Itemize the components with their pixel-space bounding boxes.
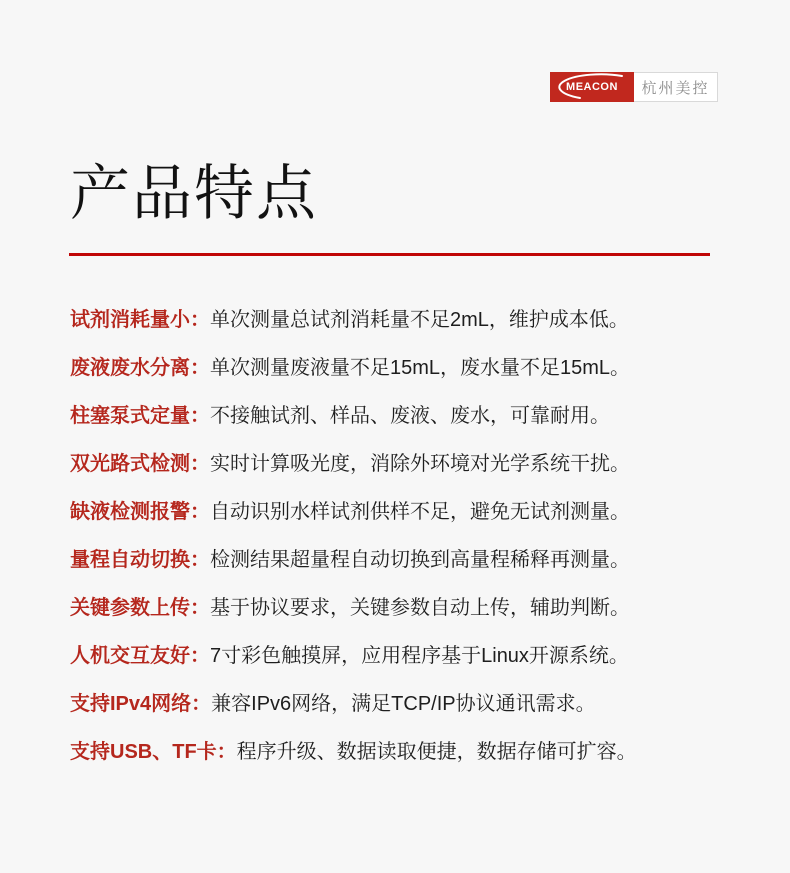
feature-label: 柱塞泵式定量：	[70, 404, 210, 427]
feature-label: 量程自动切换：	[70, 548, 210, 571]
feature-text: 基于协议要求，关键参数自动上传，辅助判断。	[210, 596, 630, 619]
logo-company-text: 杭州美控	[634, 72, 718, 102]
feature-label: 缺液检测报警：	[70, 500, 210, 523]
feature-text: 不接触试剂、样品、废液、废水，可靠耐用。	[210, 404, 610, 427]
feature-row	[70, 389, 730, 437]
feature-label: 试剂消耗量小：	[70, 308, 210, 331]
feature-label: 关键参数上传：	[70, 596, 210, 619]
title-divider	[69, 253, 710, 256]
feature-row	[70, 341, 730, 389]
logo-brand-text: MEACON	[566, 81, 618, 93]
feature-text: 7寸彩色触摸屏，应用程序基于Linux开源系统。	[210, 644, 629, 667]
feature-row	[70, 485, 730, 533]
feature-text: 实时计算吸光度，消除外环境对光学系统干扰。	[210, 452, 630, 475]
feature-text: 程序升级、数据读取便捷，数据存储可扩容。	[236, 740, 637, 763]
brand-logo	[550, 72, 718, 102]
feature-row	[70, 629, 730, 677]
feature-row	[70, 533, 730, 581]
feature-label: 人机交互友好：	[70, 644, 210, 667]
feature-row	[70, 293, 730, 341]
feature-label: 废液废水分离：	[70, 356, 210, 379]
logo-red-block	[550, 72, 634, 102]
feature-text: 单次测量总试剂消耗量不足2mL，维护成本低。	[210, 308, 629, 331]
feature-text: 单次测量废液量不足15mL，废水量不足15mL。	[210, 356, 631, 379]
feature-label: 双光路式检测：	[70, 452, 210, 475]
feature-row	[70, 677, 730, 725]
feature-text: 兼容IPv6网络，满足TCP/IP协议通讯需求。	[211, 692, 596, 715]
feature-label: 支持USB、TF卡：	[70, 740, 237, 763]
page-title: 产品特点	[70, 160, 318, 227]
feature-row	[70, 437, 730, 485]
feature-label: 支持IPv4网络：	[70, 692, 212, 715]
feature-text: 自动识别水样试剂供样不足，避免无试剂测量。	[210, 500, 630, 523]
feature-row	[70, 581, 730, 629]
feature-list	[70, 293, 730, 773]
feature-row	[70, 725, 730, 773]
feature-text: 检测结果超量程自动切换到高量程稀释再测量。	[210, 548, 630, 571]
